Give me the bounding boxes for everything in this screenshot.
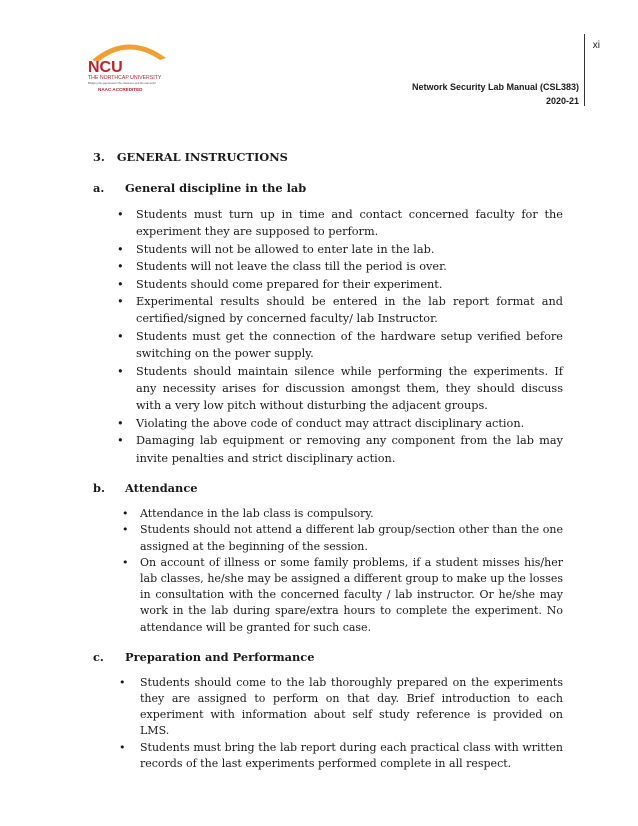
section-number: 3. (93, 150, 105, 164)
logo-university: THE NORTHCAP UNIVERSITY (88, 75, 162, 81)
subsection-general-discipline (93, 181, 563, 467)
ncu-logo (82, 36, 174, 94)
header-year: 2020-21 (545, 96, 579, 106)
preparation-list (93, 675, 563, 772)
subsection-title: General discipline in the lab (125, 181, 307, 195)
list-item: • Students should come to the lab thoroughly prepared on the experiments they are assigned to perform on that day. Brief introduction to each experiment with information about self study reference is provided on LMS. (93, 675, 563, 740)
subsection-attendance (93, 481, 563, 636)
subsection-heading (93, 650, 563, 664)
subsection-preparation (93, 650, 563, 772)
list-item: • Students must turn up in time and contact concerned faculty for the experiment they are supposed to perform. (93, 206, 563, 241)
page-content (93, 150, 563, 786)
subsection-letter: c. (93, 649, 104, 664)
list-item: • Experimental results should be entered in the lab report format and certified/signed by concerned faculty/ lab Instructor. (93, 293, 563, 328)
logo-tagline: Bridging the gap between the classroom and the real world (88, 82, 156, 85)
subsection-letter: b. (93, 481, 105, 496)
document-header (412, 80, 579, 108)
discipline-list (93, 206, 563, 467)
list-item: • Students must bring the lab report during each practical class with written records of the last experiments performed complete in all respect. (93, 740, 563, 772)
list-item: • Students will not be allowed to enter late in the lab. (93, 241, 563, 258)
list-item: • Damaging lab equipment or removing any component from the lab may invite penalties and strict disciplinary action. (93, 432, 563, 467)
section-heading (93, 150, 563, 164)
section-title: GENERAL INSTRUCTIONS (116, 150, 288, 164)
header-title: Network Security Lab Manual (CSL383) (411, 82, 579, 92)
list-item: • Students should not attend a different lab group/section other than the one assigned at the beginning of the session. (93, 522, 563, 554)
list-item: • Violating the above code of conduct may attract disciplinary action. (93, 415, 563, 432)
subsection-title: Attendance (125, 481, 198, 496)
list-item: • Students should maintain silence while performing the experiments. If any necessity arises for discussion amongst them, they should discuss with a very low pitch without disturbing the adjacent groups. (93, 363, 563, 415)
attendance-list (93, 506, 563, 636)
subsection-heading (93, 481, 563, 495)
list-item: • Attendance in the lab class is compulsory. (93, 506, 563, 522)
subsection-letter: a. (93, 181, 105, 195)
subsection-heading (93, 181, 563, 195)
list-item: • On account of illness or some family problems, if a student misses his/her lab classes, he/she may be assigned a different group to make up the losses in consultation with the concerned faculty / lab instructor. Or he/she may work in the lab during spare/extra hours to complete the experiment. No attendance will be granted for such case. (93, 555, 563, 636)
header-divider (584, 34, 585, 106)
list-item: • Students should come prepared for their experiment. (93, 276, 563, 293)
logo-letters: NCU (88, 59, 123, 76)
list-item: • Students will not leave the class till the period is over. (93, 258, 563, 275)
page-number: xi (592, 40, 600, 51)
subsection-title: Preparation and Performance (125, 649, 315, 664)
list-item: • Students must get the connection of the hardware setup verified before switching on the power supply. (93, 328, 563, 363)
logo-accreditation: NAAC ACCREDITED (98, 87, 143, 92)
